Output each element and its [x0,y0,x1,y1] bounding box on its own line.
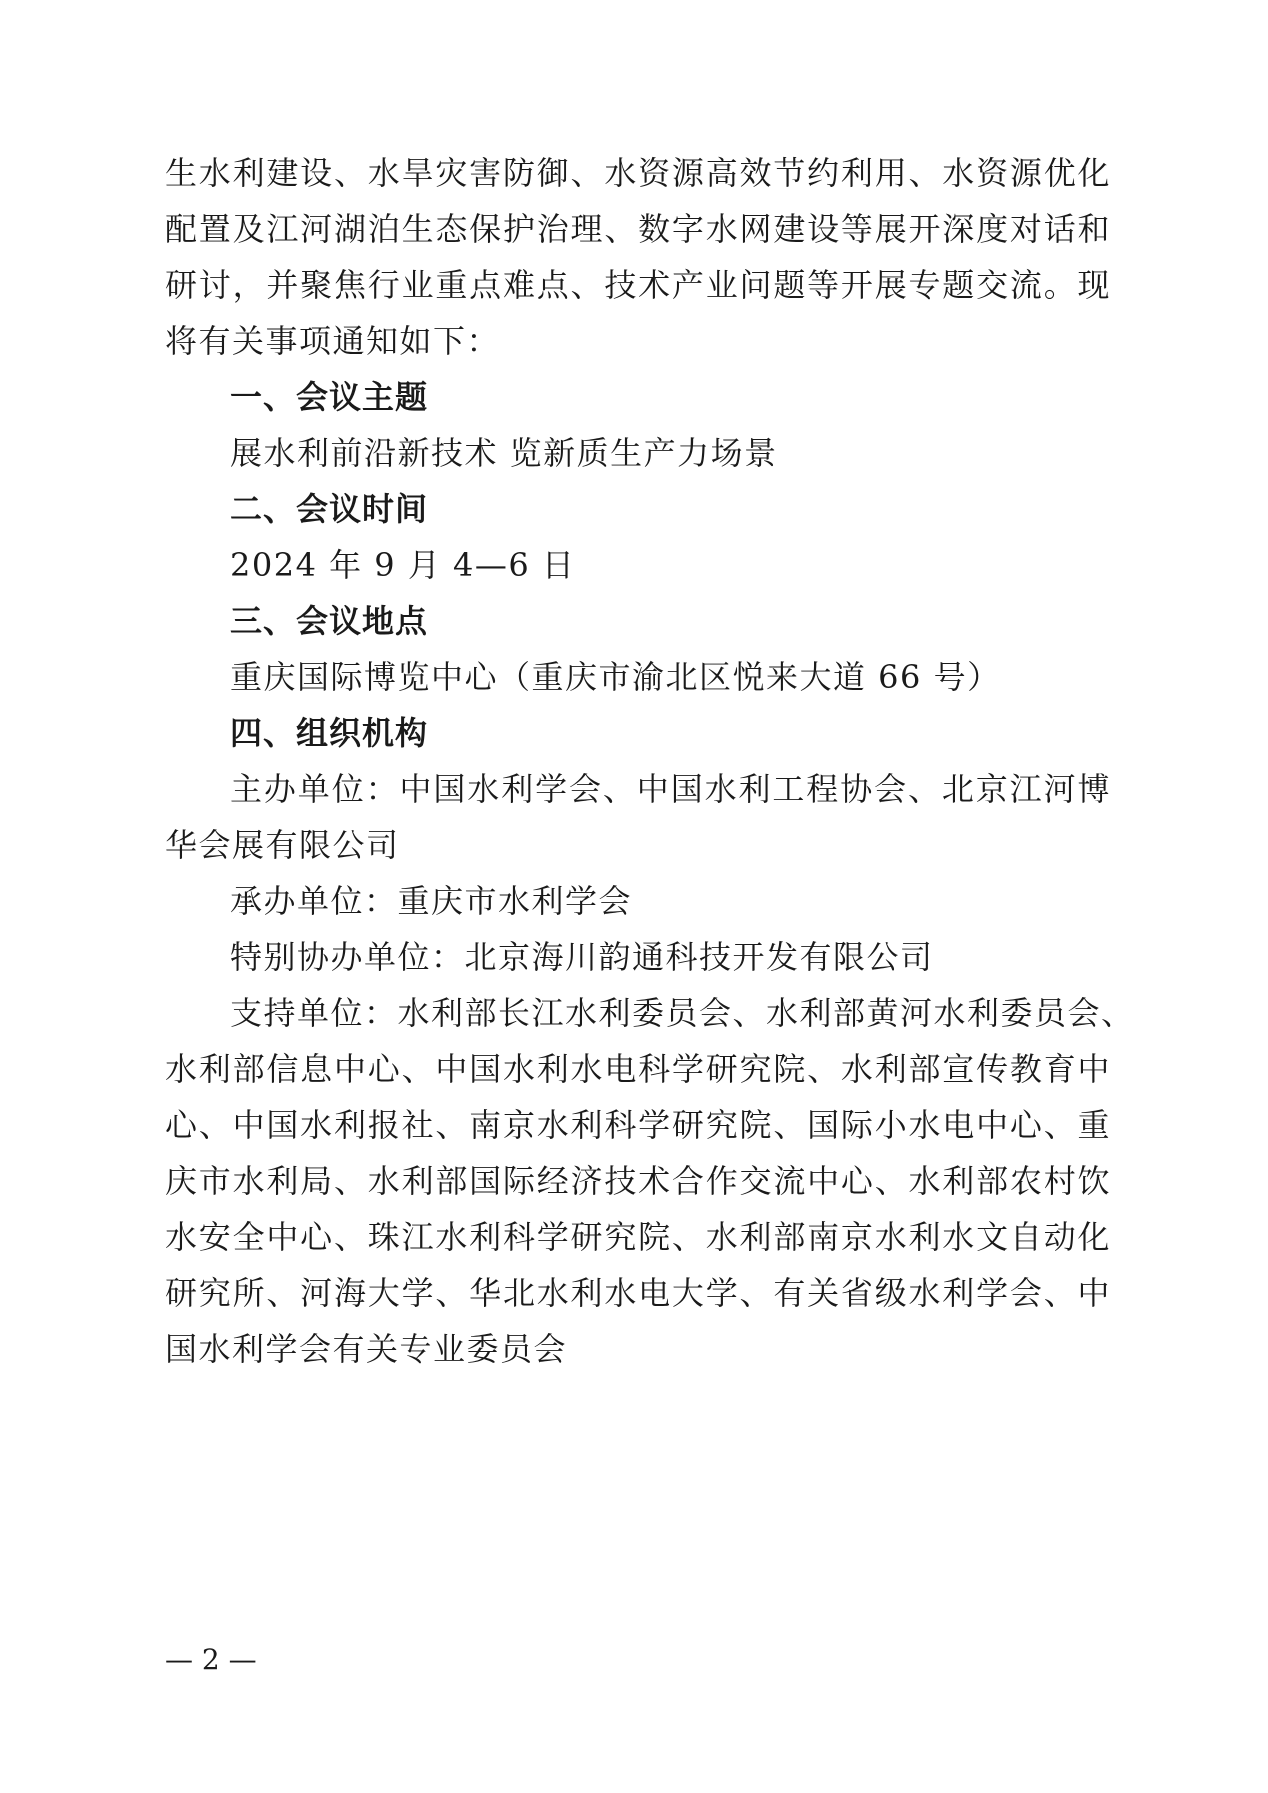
paragraph-line: 研讨，并聚焦行业重点难点、技术产业问题等开展专题交流。现 [165,266,1111,304]
support-line: 水利部信息中心、中国水利水电科学研究院、水利部宣传教育中 [165,1050,1111,1088]
section-text: 重庆国际博览中心（重庆市渝北区悦来大道 66 号） [230,658,1001,696]
section-heading: 三、会议地点 [230,602,429,640]
special-co-organizer-line: 特别协办单位：北京海川韵通科技开发有限公司 [230,938,934,976]
paragraph-line: 配置及江河湖泊生态保护治理、数字水网建设等展开深度对话和 [165,210,1111,248]
paragraph-line: 生水利建设、水旱灾害防御、水资源高效节约利用、水资源优化 [165,154,1111,192]
organizer-line: 承办单位：重庆市水利学会 [230,882,633,920]
paragraph-line: 将有关事项通知如下： [165,322,501,360]
support-line: 水安全中心、珠江水利科学研究院、水利部南京水利水文自动化 [165,1218,1111,1256]
support-line: 国水利学会有关专业委员会 [165,1330,568,1368]
section-heading: 二、会议时间 [230,490,429,528]
support-line: 研究所、河海大学、华北水利水电大学、有关省级水利学会、中 [165,1274,1111,1312]
section-heading: 四、组织机构 [230,714,429,752]
host-line: 主办单位：中国水利学会、中国水利工程协会、北京江河博 [230,770,1111,808]
support-line: 支持单位：水利部长江水利委员会、水利部黄河水利委员会、 [230,994,1135,1032]
page-number: — 2 — [165,1643,257,1676]
section-text: 展水利前沿新技术 览新质生产力场景 [230,434,778,472]
section-heading: 一、会议主题 [230,378,429,416]
support-line: 庆市水利局、水利部国际经济技术合作交流中心、水利部农村饮 [165,1162,1111,1200]
support-line: 心、中国水利报社、南京水利科学研究院、国际小水电中心、重 [165,1106,1111,1144]
section-text: 2024 年 9 月 4—6 日 [230,546,576,584]
host-line: 华会展有限公司 [165,826,400,864]
